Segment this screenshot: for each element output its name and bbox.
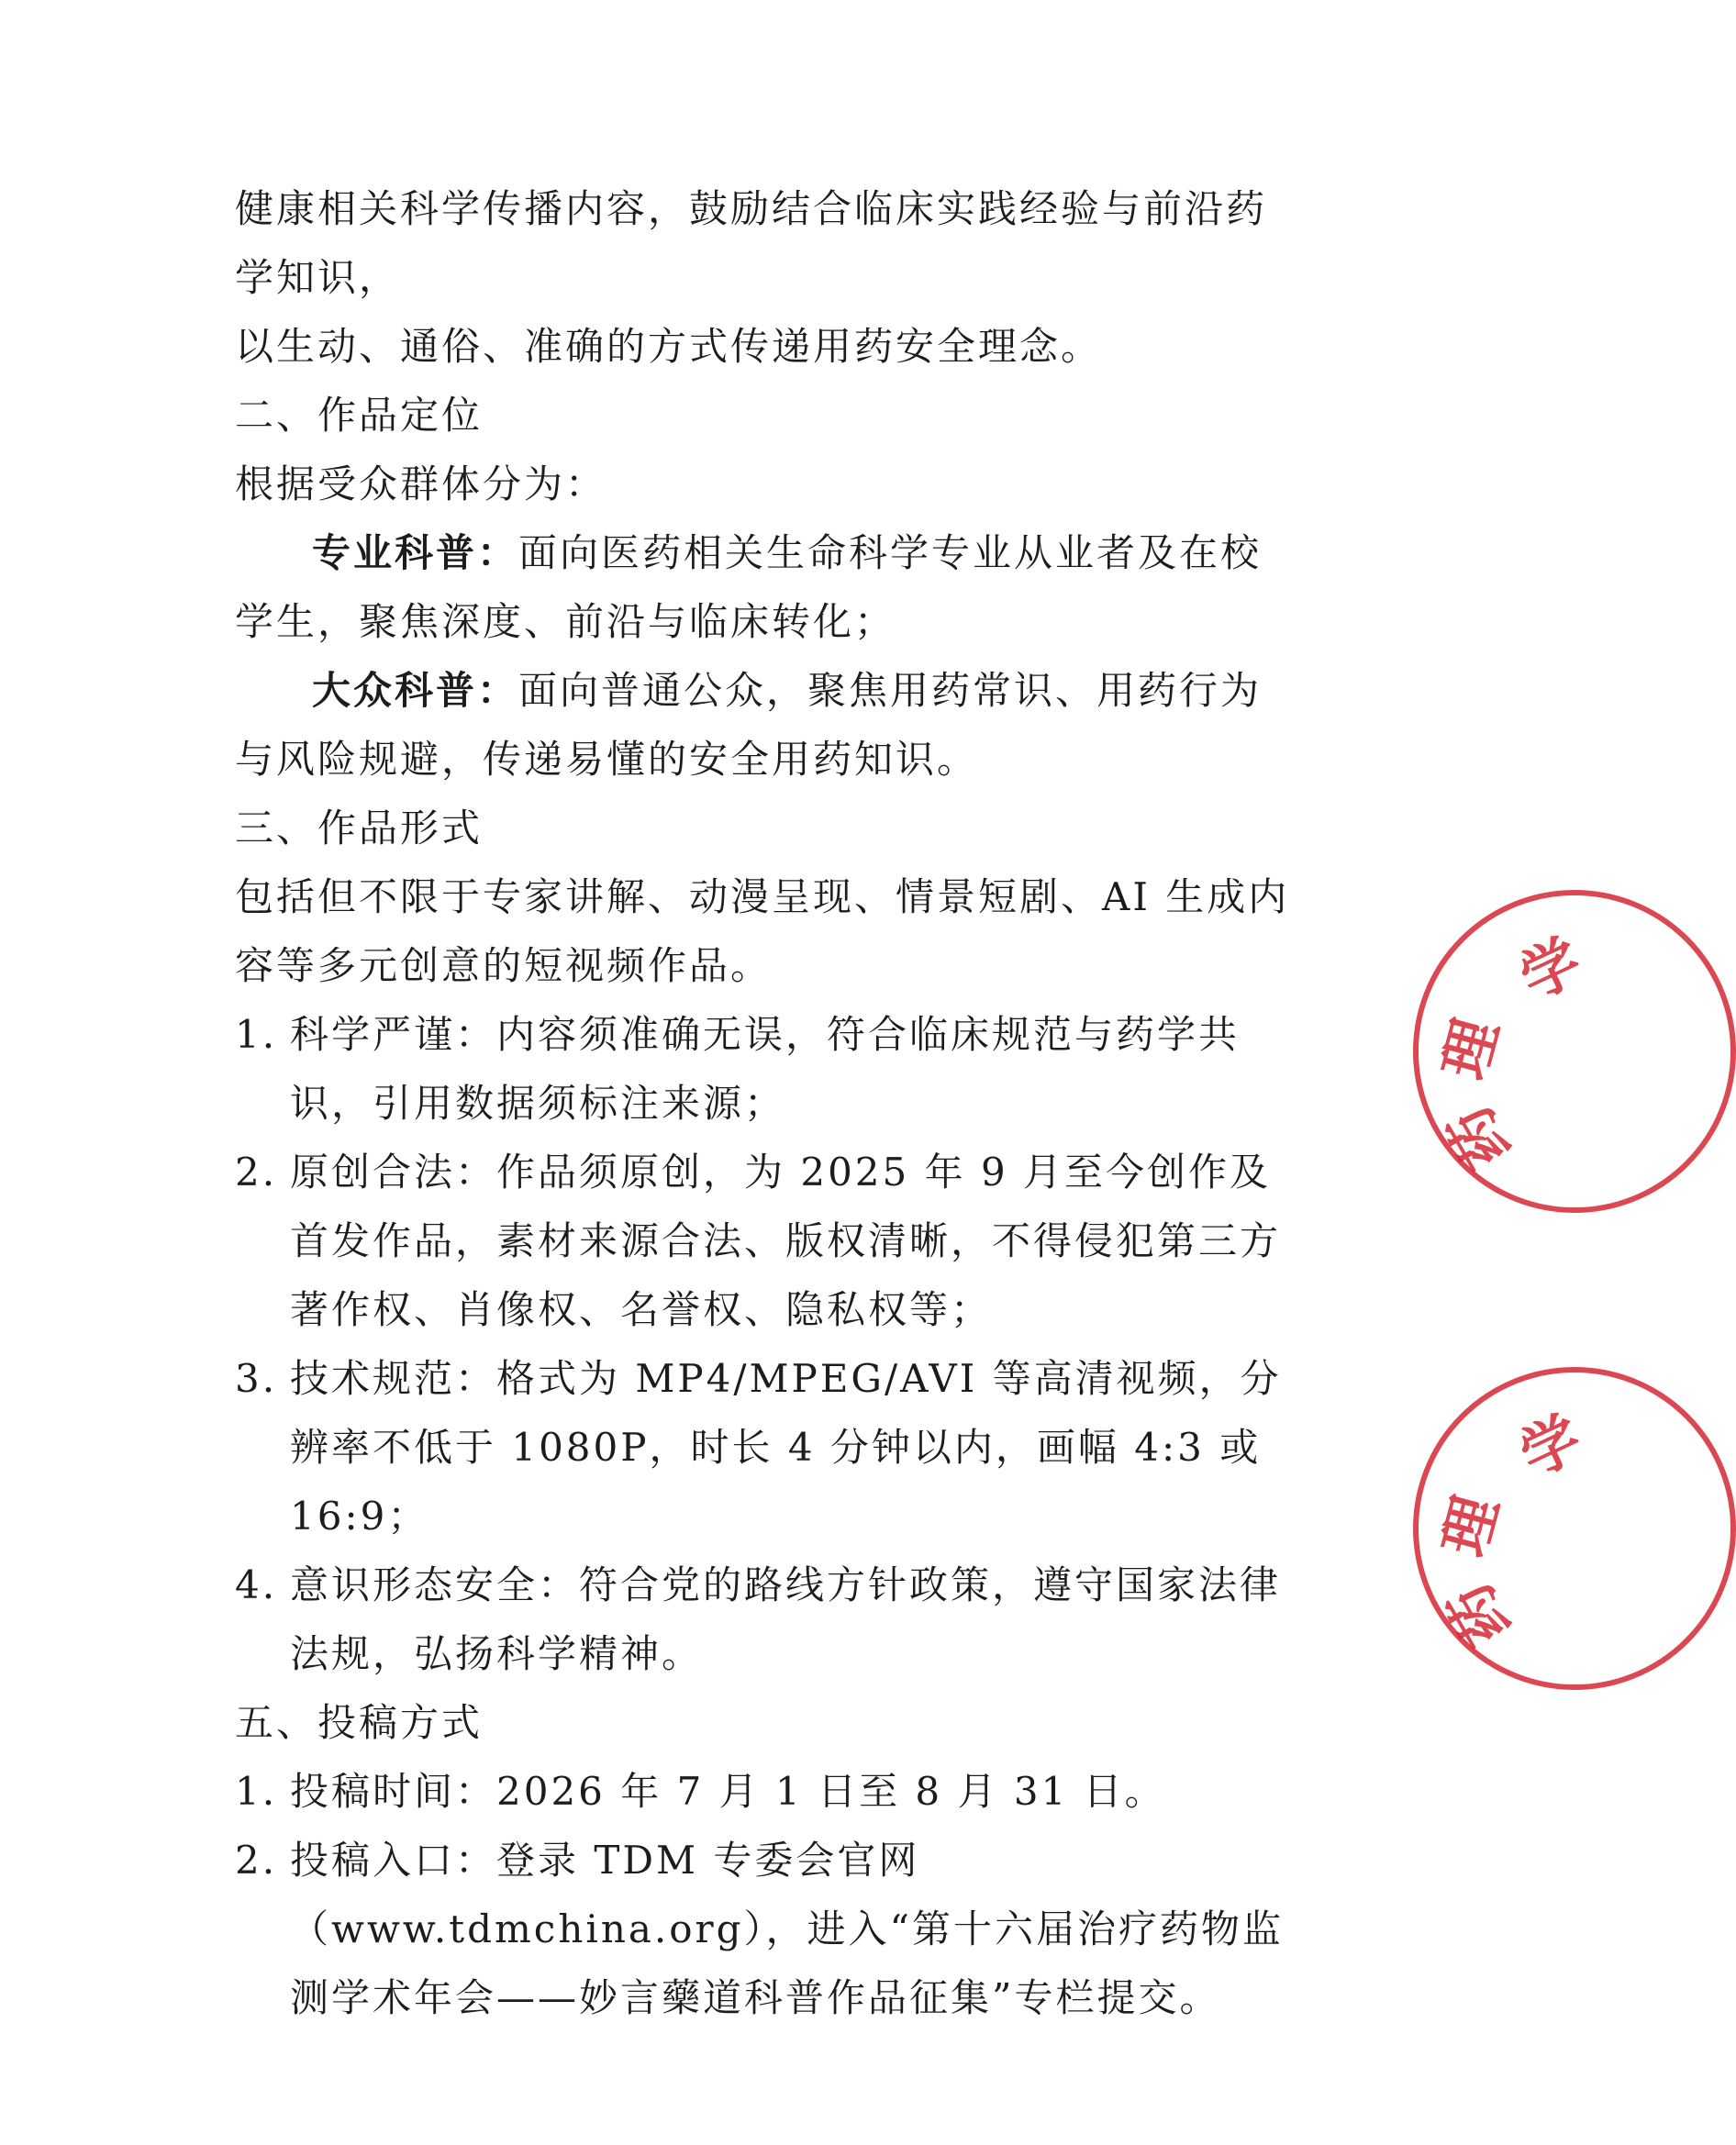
list-item [235, 1826, 1299, 2032]
list-item [235, 1138, 1299, 1344]
seal-stamp-bottom [1413, 1367, 1736, 1690]
paragraph-professional [235, 518, 1299, 656]
paragraph-text: 面向普通公众，聚焦用药常识、用药行为与风险规避，传递易懂的安全用药知识。 [235, 668, 1263, 782]
list-number: 1. [235, 1769, 278, 1814]
list-label: 技术规范： [290, 1356, 497, 1401]
list-label: 科学严谨： [290, 1012, 497, 1057]
list-number: 3. [235, 1356, 278, 1401]
list-number: 1. [235, 1012, 278, 1057]
bold-label: 大众科普： [312, 668, 519, 713]
list-text: 格式为 MP4/MPEG/AVI 等高清视频，分辨率不低于 1080P，时长 4 分钟以内，画幅 4:3 或 16:9； [290, 1356, 1282, 1539]
seal-char: 药 [1436, 1571, 1525, 1657]
list-text: 作品须原创，为 2025 年 9 月至今创作及首发作品，素材来源合法、版权清晰，不得侵犯第三方著作权、肖像权、名誉权、隐私权等； [290, 1150, 1282, 1332]
seal-char: 药 [1436, 1094, 1525, 1180]
paragraph-form: 包括但不限于专家讲解、动漫呈现、情景短剧、AI 生成内容等多元创意的短视频作品。 [235, 874, 1290, 988]
section-heading: 二、作品定位 [235, 393, 484, 438]
list-label: 意识形态安全： [290, 1562, 580, 1607]
seal-stamp-clip [1376, 872, 1593, 1789]
seal-stamp-top [1413, 890, 1736, 1213]
seal-char: 学 [1509, 1404, 1593, 1491]
list-number: 2. [235, 1838, 278, 1883]
paragraph-line: 健康相关科学传播内容，鼓励结合临床实践经验与前沿药学知识， [235, 186, 1268, 300]
list-text: 符合党的路线方针政策，遵守国家法律法规，弘扬科学精神。 [290, 1562, 1282, 1676]
list-text: 投稿时间：2026 年 7 月 1 日至 8 月 31 日。 [290, 1769, 1166, 1814]
list-number: 4. [235, 1562, 278, 1607]
list-number: 2. [235, 1150, 278, 1195]
section-heading: 三、作品形式 [235, 806, 484, 850]
seal-char: 理 [1430, 1012, 1512, 1087]
seal-char: 学 [1509, 927, 1593, 1014]
section-heading: 五、投稿方式 [235, 1700, 484, 1745]
paragraph-continued [235, 174, 1299, 381]
paragraph-line: 以生动、通俗、准确的方式传递用药安全理念。 [235, 324, 1103, 369]
paragraph-text: 面向医药相关生命科学专业从业者及在校学生，聚焦深度、前沿与临床转化； [235, 530, 1263, 644]
list-item [235, 1757, 1299, 1826]
paragraph-public [235, 656, 1299, 794]
paragraph-intro: 根据受众群体分为： [235, 461, 607, 506]
list-text: 内容须准确无误，符合临床规范与药学共识，引用数据须标注来源； [290, 1012, 1241, 1126]
bold-label: 专业科普： [312, 530, 519, 575]
document-body [235, 174, 1299, 2032]
list-item [235, 1550, 1299, 1688]
list-item [235, 1000, 1299, 1138]
list-text: 投稿入口：登录 TDM 专委会官网（www.tdmchina.org），进入“第十六届治疗药物监测学术年会——妙言藥道科普作品征集”专栏提交。 [290, 1838, 1284, 2020]
seal-char: 理 [1430, 1489, 1512, 1564]
list-label: 原创合法： [290, 1150, 497, 1195]
list-item [235, 1344, 1299, 1550]
